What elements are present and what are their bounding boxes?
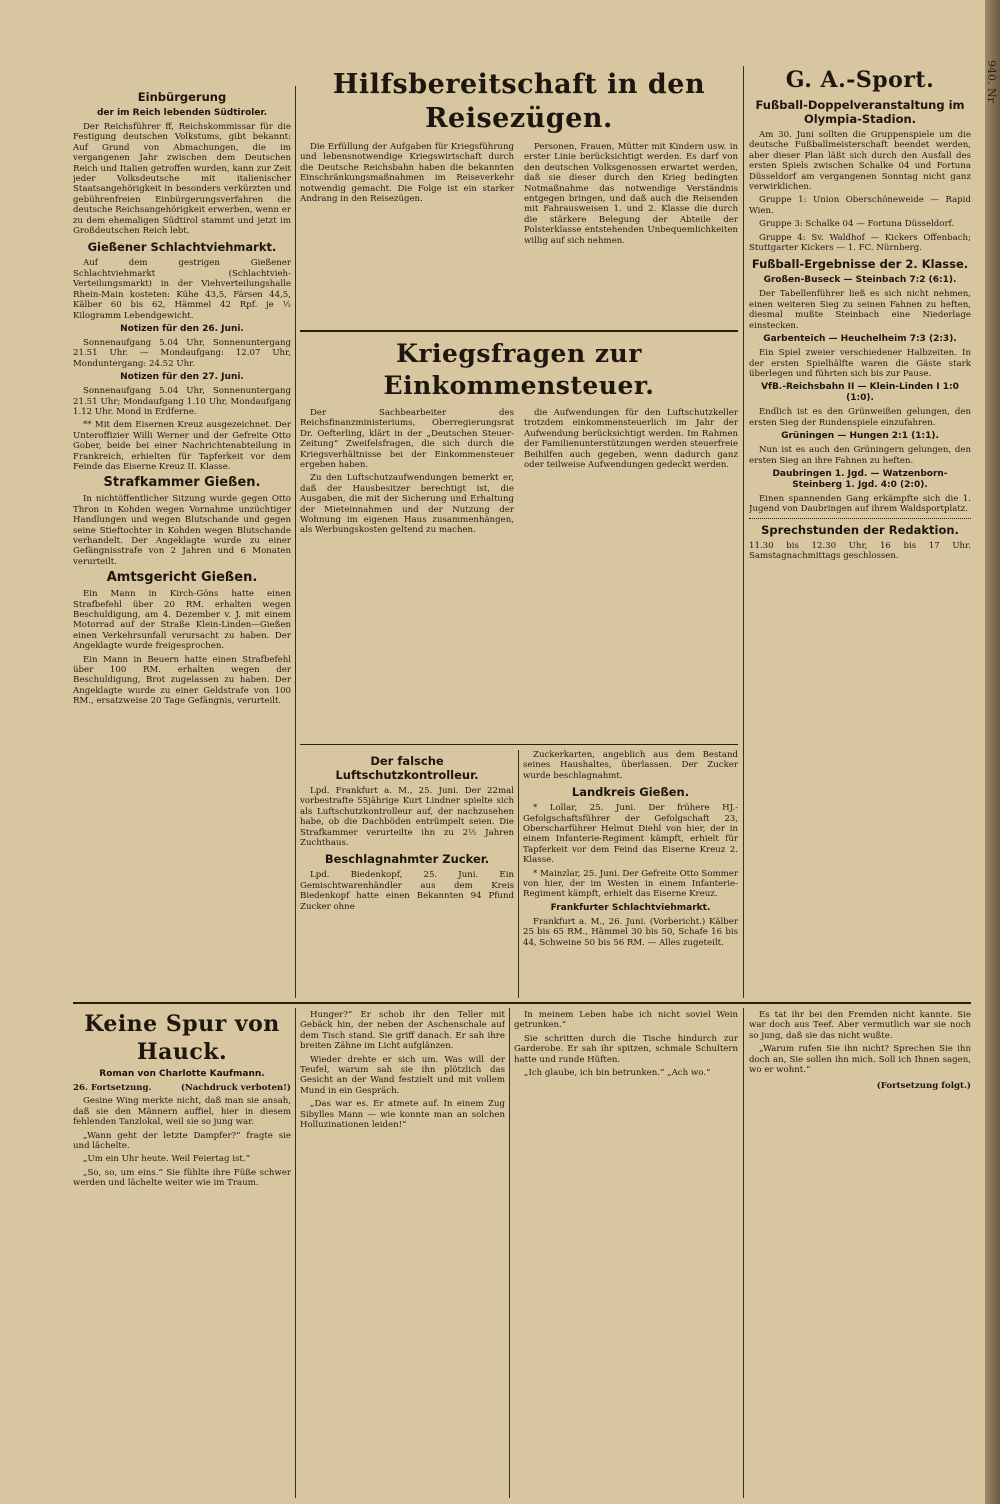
headline-sport: G. A.-Sport. — [785, 67, 935, 93]
serial-col3-text-1: In meinem Leben habe ich nicht soviel Wein getrunken.“ — [514, 1010, 738, 1031]
lollar-notice: * Lollar, 25. Juni. Der frühere HJ.-Gefolgschaftsführer der Gefolgschaft 23, Oberscharführer Helmut Diehl von hier, der in einem Infanterie-Regiment kämpft, erhielt für Tapferkeit vor dem Feind das Eiserne Kreuz 2. Klasse. — [523, 803, 738, 866]
result-grossen-buseck: Großen-Buseck — Steinbach 7:2 (6:1). — [763, 275, 957, 286]
serial-author: Roman von Charlotte Kaufmann. — [99, 1069, 265, 1079]
serial-col3-text-3: „Ich glaube, ich bin betrunken.“ „Ach wo.“ — [524, 1068, 711, 1079]
frankfurter-markt-text: Frankfurt a. M., 26. Juni. (Vorbericht.) Kälber 25 bis 65 RM., Hämmel 30 bis 50, Schafe 16 bis 44, Schweine 50 bis 56 RM. — Alles zugeteilt. — [523, 916, 738, 948]
einkommensteuer-text-3: die Aufwendungen für den Luftschutzkeller trotzdem einkommensteuerlich im Jahr der Aufwendung berücksichtigt werden. Im Rahmen der Familienunterstützungen werden steuerfreie Beihilfen auch gegeben, wenn dadurch ganz oder teilweise Aufwendungen gedeckt werden. — [524, 408, 738, 471]
result-grueningen-text: Nun ist es auch den Grüningern gelungen, den ersten Sieg an ihre Fahnen zu heften. — [749, 445, 971, 466]
middle-lower-left — [300, 750, 514, 998]
serial-col3-text-2: Sie schritten durch die Tische hindurch zur Garderobe. Er sah ihr spitzen, schmale Schultern hatte und runde Hüften. — [514, 1033, 738, 1065]
article-schlachtviehmarkt-text: Auf dem gestrigen Gießener Schlachtviehmarkt (Schlachtvieh-Verteilungsmarkt) in der Viehverteilungshalle Rhein-Main kosteten: Kühe 43,5, Färsen 44,5, Kälber 60 bis 62, Hämmel 42 Rpf. je ½ Kilogramm Lebendgewicht. — [73, 258, 291, 321]
headline-doppelveranstaltung: Fußball-Doppelveranstaltung im Olympia-Stadion. — [755, 98, 965, 126]
serial-col4-text-2: „Warum rufen Sie ihn nicht? Sprechen Sie ihn doch an, Sie sollen ihn mich. Soll ich Ihnen sagen, wo er wohnt.“ — [749, 1044, 971, 1076]
heading-notizen-27: Notizen für den 27. Juni. — [120, 372, 244, 383]
einkommensteuer-text-2: Zu den Luftschutzaufwendungen bemerkt er, daß der Hausbesitzer berechtigt ist, die Ausgaben, die mit der Sicherung und Erhaltung der Mieteinnahmen und der Nutzung der Wohnung im eigenen Haus zusammenhängen, als Werbungskosten geltend zu machen. — [300, 473, 514, 536]
result-reichsbahn-text: Endlich ist es den Grünweißen gelungen, den ersten Sieg der Rundenspiele einzufahren. — [749, 407, 971, 428]
article-amtsgericht-text-1: Ein Mann in Kirch-Göns hatte einen Strafbefehl über 20 RM. erhalten wegen Beschuldigung, am 4. Dezember v. J. mit einem Motorrad auf der Straße Klein-Linden—Gießen einen Verkehrsunfall verursacht zu haben. Der Angeklagte wurde freigesprochen. — [73, 589, 291, 652]
doppelveranstaltung-text: Am 30. Juni sollten die Gruppenspiele um die deutsche Fußballmeisterschaft beendet werden, aber dieser Plan läßt sich durch den Ausfall des ersten Spiels zwischen Schalke 04 und Fortuna Düsseldorf am vergangenen Sonntag nicht ganz verwirklichen. — [749, 130, 971, 193]
column-rule — [295, 86, 296, 998]
edge-label: 940. Nr — [985, 60, 998, 103]
hilfsbereitschaft-text-2: Personen, Frauen, Mütter mit Kindern usw. in erster Linie berücksichtigt werden. Es darf von den deutschen Volksgenossen erwartet werden, daß sie dieser durch den Krieg bedingten Notmaßnahme das notwendige Verständnis entgegen bringen, und daß auch die Reisenden mit Fahrausweisen 1. und 2. Klasse die durch die stärkere Belegung der Abteile der Polsterklasse entstehenden Unbequemlichkeiten willig auf sich nehmen. — [524, 142, 738, 246]
serial-col2-text-3: „Das war es. Er atmete auf. In einem Zug Sibylles Mann — wie konnte man an solchen Holluzinationen leiden!“ — [300, 1099, 505, 1131]
middle-lower-right — [523, 750, 738, 998]
subheadline-suedtiroler: der im Reich lebenden Südtiroler. — [96, 108, 268, 118]
result-grueningen: Grüningen — Hungen 2:1 (1:1). — [781, 431, 939, 442]
headline-zucker: Beschlagnahmter Zucker. — [324, 852, 490, 867]
headline-schlachtviehmarkt: Gießener Schlachtviehmarkt. — [87, 240, 277, 255]
notizen-26-text: Sonnenaufgang 5.04 Uhr, Sonnenuntergang 21.51 Uhr. — Mondaufgang: 12.07 Uhr, Monduntergang: 24.52 Uhr. — [73, 337, 291, 369]
gruppe-4: Gruppe 4: Sv. Waldhof — Kickers Offenbach; Stuttgarter Kickers — 1. FC. Nürnberg. — [749, 232, 971, 254]
column-rule — [295, 1008, 296, 1498]
serial-text-3: „Um ein Uhr heute. Weil Feiertag ist.“ — [83, 1154, 250, 1165]
result-grossen-buseck-text: Der Tabellenführer ließ es sich nicht nehmen, einen weiteren Sieg zu seinen Fahnen zu heften, diesmal mußte Steinbach eine Niederlage einstecken. — [749, 289, 971, 331]
serial-text-2: „Wann geht der letzte Dampfer?“ fragte sie und lächelte. — [73, 1130, 291, 1152]
serial-text-4: „So, so, um eins.“ Sie fühlte ihre Füße schwer werden und lächelte weiter wie im Traum. — [73, 1167, 291, 1189]
column-rule — [509, 1008, 510, 1498]
headline-hilfsbereitschaft: Hilfsbereitschaft in den Reisezügen. — [332, 69, 706, 134]
result-daubringen: Daubringen 1. Jgd. — Watzenborn-Steinberg 1. Jgd. 4:0 (2:0). — [772, 468, 948, 490]
page-edge — [985, 0, 1000, 1504]
serial-col4-text-1: Es tat ihr bei den Fremden nicht kannte. Sie war doch aus Teef. Aber vermutlich war sie noch so jung, daß sie das nicht wußte. — [749, 1010, 971, 1041]
result-garbenteich-text: Ein Spiel zweier verschiedener Halbzeiten. In der ersten Spielhälfte waren die Gäste stark überlegen und führten sich bis zur Pause. — [749, 348, 971, 379]
result-garbenteich: Garbenteich — Heuchelheim 7:3 (2:3). — [763, 334, 957, 345]
gruppe-1: Gruppe 1: Union Oberschöneweide — Rapid Wien. — [749, 195, 971, 216]
serial-col2-text-2: Wieder drehte er sich um. Was will der Teufel, warum sah sie ihn plötzlich das Gesicht an der Wand festzielt und mit vollem Mund in ein Gespräch. — [300, 1054, 505, 1096]
middle-top-article — [300, 66, 738, 328]
section-rule — [300, 744, 738, 745]
headline-luftschutzkontrolleur: Der falsche Luftschutzkontrolleur. — [335, 754, 479, 782]
headline-keine-spur: Keine Spur von Hauck. — [84, 1011, 280, 1065]
mainzlar-notice: * Mainzlar, 25. Juni. Der Gefreite Otto Sommer von hier, der im Westen in einem Infanterie-Regiment kämpft, erhielt das Eiserne Kreuz. — [523, 868, 738, 900]
notizen-27-text: Sonnenaufgang 5.04 Uhr, Sonnenuntergang 21.51 Uhr; Mondaufgang 1.10 Uhr, Mondaufgang 1.12 Uhr. Mond in Erdferne. — [73, 386, 291, 417]
article-einbuergerung-text: Der Reichsführer ff, Reichskommissar für die Festigung deutschen Volkstums, gibt bekannt: Auf Grund von Abmachungen, die im vergangenen Jahr zwischen dem Deutschen Reich und Italien getroffen wurden, kann zur Zeit jeder Volksdeutsche mit italienischer Staatsangehörigkeit in besonders verkürzten und gebührenfreien Einbürgerungsverfahren die deutsche Reichsangehörigkeit erwerben, wenn er zu dem ehemaligen Südtirol stammt und jetzt im Großdeutschen Reich lebt. — [73, 122, 291, 237]
serial-rule — [73, 1002, 971, 1004]
serial-column-3 — [514, 1010, 738, 1495]
serial-continued: (Fortsetzung folgt.) — [876, 1081, 971, 1092]
result-reichsbahn: VfB.-Reichsbahn II — Klein-Linden I 1:0 (1:0). — [761, 382, 959, 404]
luftschutzkontrolleur-text: Lpd. Frankfurt a. M., 25. Juni. Der 22mal vorbestrafte 55jährige Kurt Lindner spielte sich als Luftschutzkontrolleur auf, der nachzusehen habe, ob die Dachböden entrümpelt seien. Die Strafkammer verurteilte ihn zu 2½ Jahren Zuchthaus. — [300, 786, 514, 849]
serial-column-1 — [73, 1010, 291, 1495]
headline-einbuergerung: Einbürgerung — [137, 90, 227, 104]
sprechstunden-text: 11.30 bis 12.30 Uhr, 16 bis 17 Uhr. Samstagnachmittags geschlossen. — [749, 540, 971, 562]
article-amtsgericht-text-2: Ein Mann in Beuern hatte einen Strafbefehl über 100 RM. erhalten wegen der Beschuldigung, Brot zugelassen zu haben. Der Angeklagte wurde zu einer Geldstrafe von 100 RM., ersatzweise 20 Tage Gefängnis, verurteilt. — [73, 654, 291, 707]
column-rule — [743, 1008, 744, 1498]
right-sport-column — [749, 66, 971, 998]
headline-frankfurter-markt: Frankfurter Schlachtviehmarkt. — [550, 902, 711, 913]
serial-note: (Nachdruck verboten!) — [180, 1083, 291, 1093]
serial-column-2 — [300, 1010, 505, 1495]
serial-part: 26. Fortsetzung. — [73, 1083, 152, 1093]
zucker-text: Lpd. Biedenkopf, 25. Juni. Ein Gemischtwarenhändler aus dem Kreis Biedenkopf hatte einen Bekannten 94 Pfund Zucker ohne — [300, 870, 514, 912]
column-rule — [518, 750, 519, 998]
left-column — [73, 86, 291, 998]
headline-landkreis: Landkreis Gießen. — [571, 785, 690, 800]
headline-sprechstunden: Sprechstunden der Redaktion. — [761, 522, 959, 537]
serial-text-1: Gesine Wing merkte nicht, daß man sie ansah, daß sie den Männern auffiel, hier in diesem fehlenden Tanzlokal, weil sie so jung war. — [73, 1096, 291, 1128]
headline-strafkammer: Strafkammer Gießen. — [103, 475, 261, 491]
serial-column-4 — [749, 1010, 971, 1495]
result-daubringen-text: Einen spannenden Gang erkämpfte sich die 1. Jugend von Daubringen auf ihrem Waldsportplatz. — [749, 493, 971, 515]
article-strafkammer-text: In nichtöffentlicher Sitzung wurde gegen Otto Thron in Kohden wegen Vornahme unzüchtiger Handlungen und wegen Blutschande und gegen seine Stieftochter in Kohden wegen Blutschande verhandelt. Der Angeklagte wurde zu einer Gefängnisstrafe von 2 Jahren und 6 Monaten verurteilt. — [73, 494, 291, 567]
zucker-text-cont: Zuckerkarten, angeblich aus dem Bestand seines Haushaltes, überlassen. Der Zucker wurde beschlagnahmt. — [523, 750, 738, 781]
middle-einkommensteuer-article — [300, 336, 738, 742]
eisernes-kreuz-notice: ** Mit dem Eisernen Kreuz ausgezeichnet. Der Unteroffizier Willi Werner und der Gefreite Otto Gober, beide bei einer Nachrichtenabteilung in Frankreich, erhielten für Tapferkeit vor dem Feinde das Eiserne Kreuz II. Klasse. — [73, 420, 291, 472]
headline-einkommensteuer: Kriegsfragen zur Einkommensteuer. — [383, 339, 655, 400]
heading-notizen-26: Notizen für den 26. Juni. — [120, 323, 244, 334]
section-rule — [300, 330, 738, 332]
divider — [749, 518, 971, 519]
column-rule — [743, 66, 744, 998]
hilfsbereitschaft-text-1: Die Erfüllung der Aufgaben für Kriegsführung und lebensnotwendige Kriegswirtschaft durch die Deutsche Reichsbahn haben die bekannten Einschränkungsmaßnahmen im Reiseverkehr notwendig gemacht. Die Folge ist ein starker Andrang in den Reisezügen. — [300, 142, 514, 205]
serial-col2-text-1: Hunger?“ Er schob ihr den Teller mit Gebäck hin, der neben der Aschenschale auf dem Tisch stand. Sie griff danach. Er sah ihre breiten Zähne im Licht aufglänzen. — [300, 1010, 505, 1052]
headline-ergebnisse: Fußball-Ergebnisse der 2. Klasse. — [751, 257, 969, 272]
einkommensteuer-text-1: Der Sachbearbeiter des Reichsfinanzministeriums, Oberregierungsrat Dr. Oefterling, klärt in der „Deutschen Steuer-Zeitung“ Zweifelsfragen, die sich durch die Kriegsverhältnisse bei der Einkommensteuer ergeben haben. — [300, 408, 514, 471]
gruppe-3: Gruppe 3: Schalke 04 — Fortuna Düsseldorf. — [759, 219, 955, 230]
headline-amtsgericht: Amtsgericht Gießen. — [106, 570, 258, 586]
